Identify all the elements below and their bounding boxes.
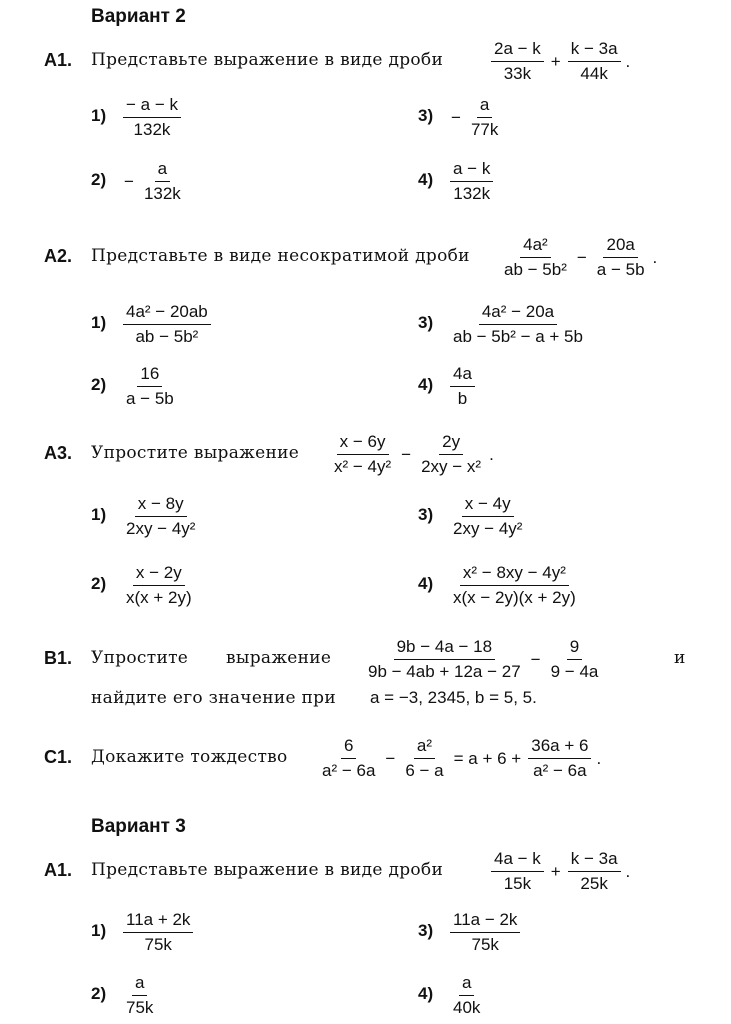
variant-3-heading: Вариант 3: [91, 816, 186, 837]
denominator: a − 5b: [126, 389, 174, 408]
fraction: [450, 363, 475, 410]
numerator: k − 3a: [568, 848, 621, 872]
numerator: 6: [341, 735, 356, 759]
option-number: 3): [418, 106, 434, 125]
fraction: [468, 94, 501, 141]
numerator: 9: [567, 636, 582, 660]
answer-option: [120, 94, 184, 141]
fraction: [123, 363, 177, 410]
option-number: 2): [91, 984, 107, 1003]
answer-option: [447, 158, 496, 205]
numerator: a: [459, 972, 474, 996]
denominator: 75k: [471, 935, 499, 954]
fraction: [402, 735, 446, 782]
numerator: 2y: [439, 431, 463, 455]
option-number: 3): [418, 505, 434, 524]
denominator: 15k: [503, 874, 532, 893]
question-a3-text: Упростите выражение: [91, 443, 300, 463]
option-number: 1): [91, 313, 107, 332]
question-a2-label: А2.: [44, 246, 73, 266]
denominator: a² − 6a: [533, 761, 587, 780]
question-b1-values: a = −3, 2345, b = 5, 5.: [370, 688, 537, 707]
answer-option: [447, 909, 523, 956]
fraction: [594, 234, 648, 281]
answer-option: [447, 301, 589, 348]
denominator: x(x − 2y)(x + 2y): [453, 588, 576, 607]
denominator: 2xy − x²: [421, 457, 482, 476]
operator: −: [530, 649, 541, 669]
numerator: a: [132, 972, 147, 996]
answer-option: [120, 562, 198, 609]
numerator: a: [477, 94, 492, 118]
numerator: 4a² − 20a: [479, 301, 557, 325]
fraction: [123, 301, 211, 348]
numerator: a²: [414, 735, 435, 759]
numerator: x − 8y: [135, 493, 187, 517]
denominator: 132k: [453, 184, 491, 203]
answer-option: [447, 94, 504, 141]
option-number: 3): [418, 921, 434, 940]
numerator: 4a − k: [491, 848, 544, 872]
question-b1-expression: [362, 636, 604, 683]
numerator: x − 4y: [462, 493, 514, 517]
answer-option: [120, 909, 196, 956]
fraction: [123, 909, 193, 956]
answer-option: [120, 301, 214, 348]
question-a2-expression: [498, 234, 657, 281]
fraction: [568, 38, 621, 85]
denominator: x(x + 2y): [126, 588, 192, 607]
option-number: 2): [91, 574, 107, 593]
fraction: [450, 562, 579, 609]
question-a1-label: А1.: [44, 50, 73, 70]
denominator: b: [457, 389, 468, 408]
period: .: [625, 861, 631, 881]
period: .: [652, 247, 658, 267]
denominator: 6 − a: [405, 761, 444, 780]
numerator: 4a²: [520, 234, 551, 258]
question-a3-expression: [328, 431, 494, 478]
option-number: 4): [418, 170, 434, 189]
numerator: a: [155, 158, 170, 182]
denominator: 44k: [580, 64, 608, 83]
option-number: 2): [91, 170, 107, 189]
answer-option: [120, 972, 159, 1019]
denominator: a² − 6a: [322, 761, 376, 780]
denominator: ab − 5b²: [504, 260, 567, 279]
option-number: 4): [418, 984, 434, 1003]
question-b1-text-1: Упростите: [91, 648, 189, 668]
question-b1-label: В1.: [44, 648, 73, 668]
numerator: 11a − 2k: [450, 909, 520, 933]
option-number: 4): [418, 574, 434, 593]
answer-option: [120, 493, 201, 540]
question-c1-text: Докажите тождество: [91, 747, 288, 767]
fraction: [501, 234, 570, 281]
denominator: ab − 5b² − a + 5b: [453, 327, 583, 346]
denominator: 40k: [453, 998, 481, 1017]
denominator: a − 5b: [596, 260, 645, 279]
answer-option: [120, 363, 180, 410]
denominator: 77k: [470, 120, 499, 139]
fraction: [123, 562, 195, 609]
fraction: [450, 301, 586, 348]
denominator: 132k: [133, 120, 171, 139]
fraction: [528, 735, 591, 782]
option-number: 3): [418, 313, 434, 332]
operator: +: [550, 861, 561, 881]
period: .: [625, 51, 631, 71]
denominator: 9b − 4ab + 12a − 27: [368, 662, 521, 681]
denominator: 2xy − 4y²: [453, 519, 523, 538]
fraction: [418, 431, 484, 478]
question-b1-line-2: найдите его значение при: [91, 688, 336, 708]
fraction: [491, 38, 544, 85]
fraction: [491, 848, 544, 895]
denominator: 9 − 4a: [550, 662, 599, 681]
equals-part: = a + 6 +: [453, 748, 522, 768]
sign: −: [451, 107, 461, 127]
numerator: 11a + 2k: [123, 909, 193, 933]
fraction: [123, 94, 181, 141]
numerator: 2a − k: [491, 38, 544, 62]
denominator: ab − 5b²: [135, 327, 199, 346]
fraction: [450, 972, 483, 1019]
fraction: [548, 636, 602, 683]
numerator: 36a + 6: [528, 735, 591, 759]
question-c1-expression: [316, 735, 601, 782]
fraction: [123, 972, 156, 1019]
question-a1-label: А1.: [44, 860, 73, 880]
answer-option: [120, 158, 187, 205]
operator: −: [385, 748, 396, 768]
denominator: 33k: [503, 64, 532, 83]
numerator: a − k: [450, 158, 493, 182]
answer-option: [447, 562, 582, 609]
fraction: [450, 493, 525, 540]
numerator: − a − k: [123, 94, 181, 118]
question-c1-label: С1.: [44, 747, 73, 767]
question-b1-and: и: [674, 648, 686, 668]
numerator: x − 2y: [133, 562, 185, 586]
variant-2-heading: Вариант 2: [91, 6, 186, 27]
numerator: 4a: [450, 363, 475, 387]
period: .: [489, 444, 494, 464]
numerator: k − 3a: [568, 38, 621, 62]
operator: −: [401, 444, 412, 464]
question-a1-text: Представьте выражение в виде дроби: [91, 50, 444, 70]
numerator: 9b − 4a − 18: [394, 636, 495, 660]
question-a3-label: А3.: [44, 443, 73, 463]
denominator: x² − 4y²: [334, 457, 392, 476]
answer-option: [447, 493, 528, 540]
fraction: [123, 493, 198, 540]
option-number: 1): [91, 505, 107, 524]
operator: +: [550, 51, 561, 71]
fraction: [141, 158, 184, 205]
period: .: [596, 748, 602, 768]
numerator: 4a² − 20ab: [123, 301, 211, 325]
question-a1-expression: [488, 38, 630, 85]
option-number: 2): [91, 375, 107, 394]
fraction: [319, 735, 378, 782]
question-a2-text: Представьте в виде несократимой дроби: [91, 246, 470, 266]
sign: −: [124, 171, 134, 191]
numerator: x² − 8xy − 4y²: [460, 562, 569, 586]
question-a1-expression: [488, 848, 630, 895]
fraction: [450, 158, 493, 205]
option-number: 4): [418, 375, 434, 394]
fraction: [331, 431, 394, 478]
denominator: 75k: [126, 998, 154, 1017]
fraction: [365, 636, 524, 683]
option-number: 1): [91, 921, 107, 940]
answer-option: [447, 972, 486, 1019]
denominator: 132k: [143, 184, 181, 203]
option-number: 1): [91, 106, 107, 125]
fraction: [568, 848, 621, 895]
answer-option: [447, 363, 478, 410]
fraction: [450, 909, 520, 956]
numerator: x − 6y: [337, 431, 389, 455]
denominator: 2xy − 4y²: [126, 519, 196, 538]
question-a1-text: Представьте выражение в виде дроби: [91, 860, 444, 880]
operator: −: [576, 247, 587, 267]
numerator: 16: [137, 363, 162, 387]
denominator: 75k: [144, 935, 172, 954]
numerator: 20a: [603, 234, 637, 258]
denominator: 25k: [580, 874, 608, 893]
question-b1-text-2: выражение: [226, 648, 332, 668]
